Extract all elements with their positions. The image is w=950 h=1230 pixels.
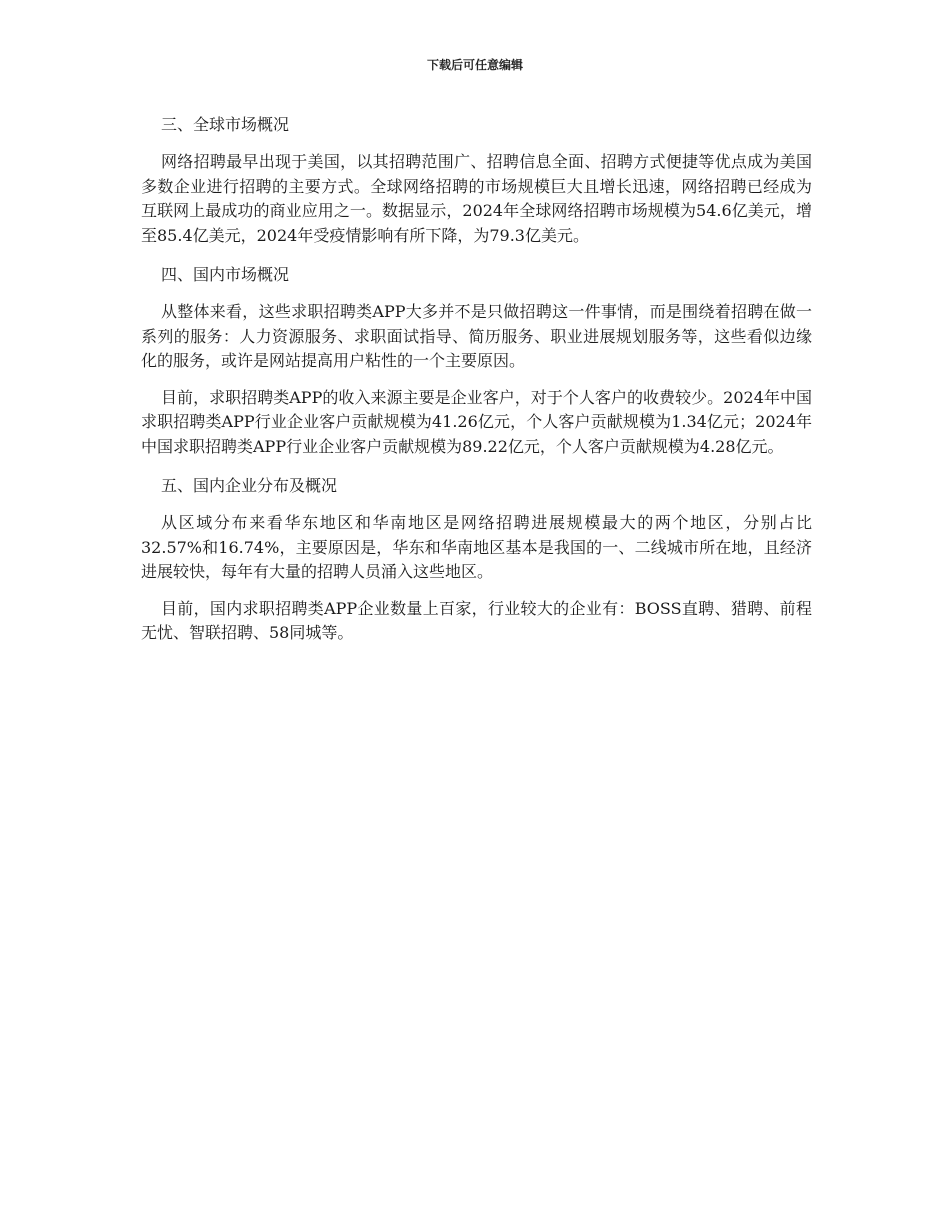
paragraph-global-market: 网络招聘最早出现于美国，以其招聘范围广、招聘信息全面、招聘方式便捷等优点成为美国多数企业进行招聘的主要方式。全球网络招聘的市场规模巨大且增长迅速，网络招聘已经成为互联网上最成功的商业应用之一。数据显示，2024年全球网络招聘市场规模为54.6亿美元，增至85.4亿美元，2024年受疫情影响有所下降，为79.3亿美元。 bbox=[141, 152, 812, 245]
section-heading-enterprise-distribution: 五、国内企业分布及概况 bbox=[161, 476, 338, 495]
paragraph-domestic-services: 从整体来看，这些求职招聘类APP大多并不是只做招聘这一件事情，而是围绕着招聘在做一系列的服务：人力资源服务、求职面试指导、简历服务、职业进展规划服务等，这些看似边缘化的服务，或许是网站提高用户粘性的一个主要原因。 bbox=[141, 302, 812, 370]
document-body bbox=[141, 110, 812, 658]
paragraph-major-enterprises: 目前，国内求职招聘类APP企业数量上百家，行业较大的企业有：BOSS直聘、猎聘、前程无忧、智联招聘、58同城等。 bbox=[141, 598, 812, 642]
section-heading-global-market: 三、全球市场概况 bbox=[161, 115, 290, 134]
paragraph-regional-distribution: 从区域分布来看华东地区和华南地区是网络招聘进展规模最大的两个地区，分别占比32.57%和16.74%，主要原因是，华东和华南地区基本是我国的一、二线城市所在地，且经济进展较快，每年有大量的招聘人员涌入这些地区。 bbox=[141, 513, 812, 581]
section-heading-domestic-market: 四、国内市场概况 bbox=[161, 265, 290, 284]
page-header: 下载后可任意编辑 bbox=[426, 58, 523, 72]
paragraph-domestic-revenue: 目前，求职招聘类APP的收入来源主要是企业客户，对于个人客户的收费较少。2024年中国求职招聘类APP行业企业客户贡献规模为41.26亿元，个人客户贡献规模为1.34亿元；2024年中国求职招聘类APP行业企业客户贡献规模为89.22亿元，个人客户贡献规模为4.28亿元。 bbox=[141, 387, 812, 456]
